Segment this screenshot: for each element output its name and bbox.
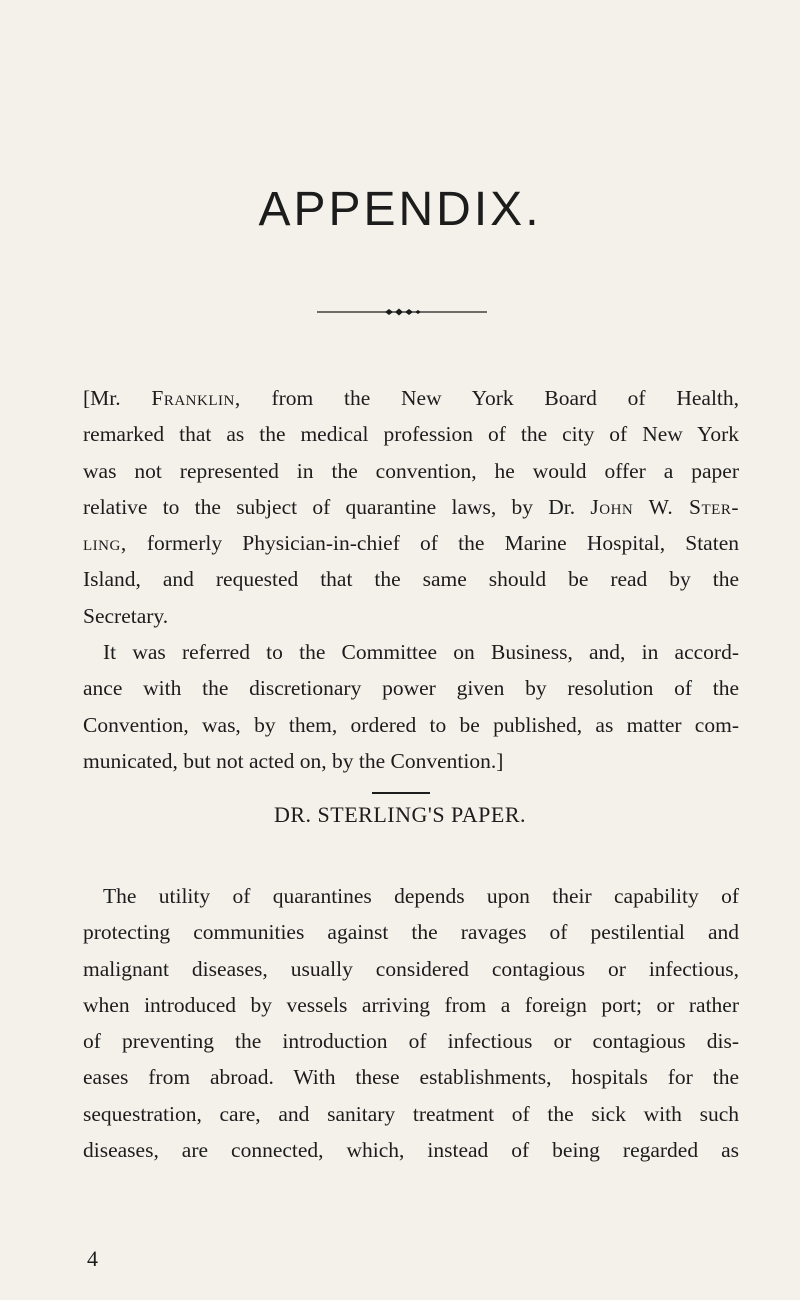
text-line: municated, but not acted on, by the Convention.] xyxy=(83,748,504,773)
page-title: APPENDIX. xyxy=(258,183,542,236)
text-line: Convention, was, by them, ordered to be published, as matter com- xyxy=(83,712,739,737)
text-line: remarked that as the medical profession of the city of New York xyxy=(83,422,739,447)
text-line: was not represented in the convention, he would offer a paper xyxy=(83,458,739,483)
text-line: Secretary. xyxy=(83,603,169,628)
text-line: ling, formerly Physician-in-chief of the Marine Hospital, Staten xyxy=(83,531,739,556)
second-paragraph xyxy=(83,634,739,779)
text-line: diseases, are connected, which, instead of being regarded as xyxy=(83,1138,739,1163)
text-line: malignant diseases, usually considered contagious or infectious, xyxy=(83,956,739,981)
text-line: It was referred to the Committee on Business, and, in accord- xyxy=(103,640,739,664)
text-line: eases from abroad. With these establishments, hospitals for the xyxy=(83,1065,739,1090)
text-line: when introduced by vessels arriving from a foreign port; or rather xyxy=(83,992,739,1017)
text-line: [Mr. Franklin, from the New York Board of Health, xyxy=(83,386,740,410)
paper-paragraph xyxy=(83,878,739,1168)
section-heading: DR. STERLING'S PAPER. xyxy=(273,802,527,827)
page-number: 4 xyxy=(87,1246,98,1271)
text-line: The utility of quarantines depends upon their capability of xyxy=(103,884,739,908)
text-line: relative to the subject of quarantine laws, by Dr. John W. Ster- xyxy=(83,494,739,519)
text-line: of preventing the introduction of infectious or contagious dis- xyxy=(83,1029,739,1054)
ornamental-divider xyxy=(317,306,487,318)
text-line: sequestration, care, and sanitary treatment of the sick with such xyxy=(83,1101,739,1126)
text-line: protecting communities against the ravages of pestilential and xyxy=(83,920,739,945)
intro-paragraph xyxy=(83,380,739,634)
text-line: ance with the discretionary power given by resolution of the xyxy=(83,676,739,701)
text-line: Island, and requested that the same should be read by the xyxy=(83,567,739,592)
section-rule xyxy=(372,792,430,794)
